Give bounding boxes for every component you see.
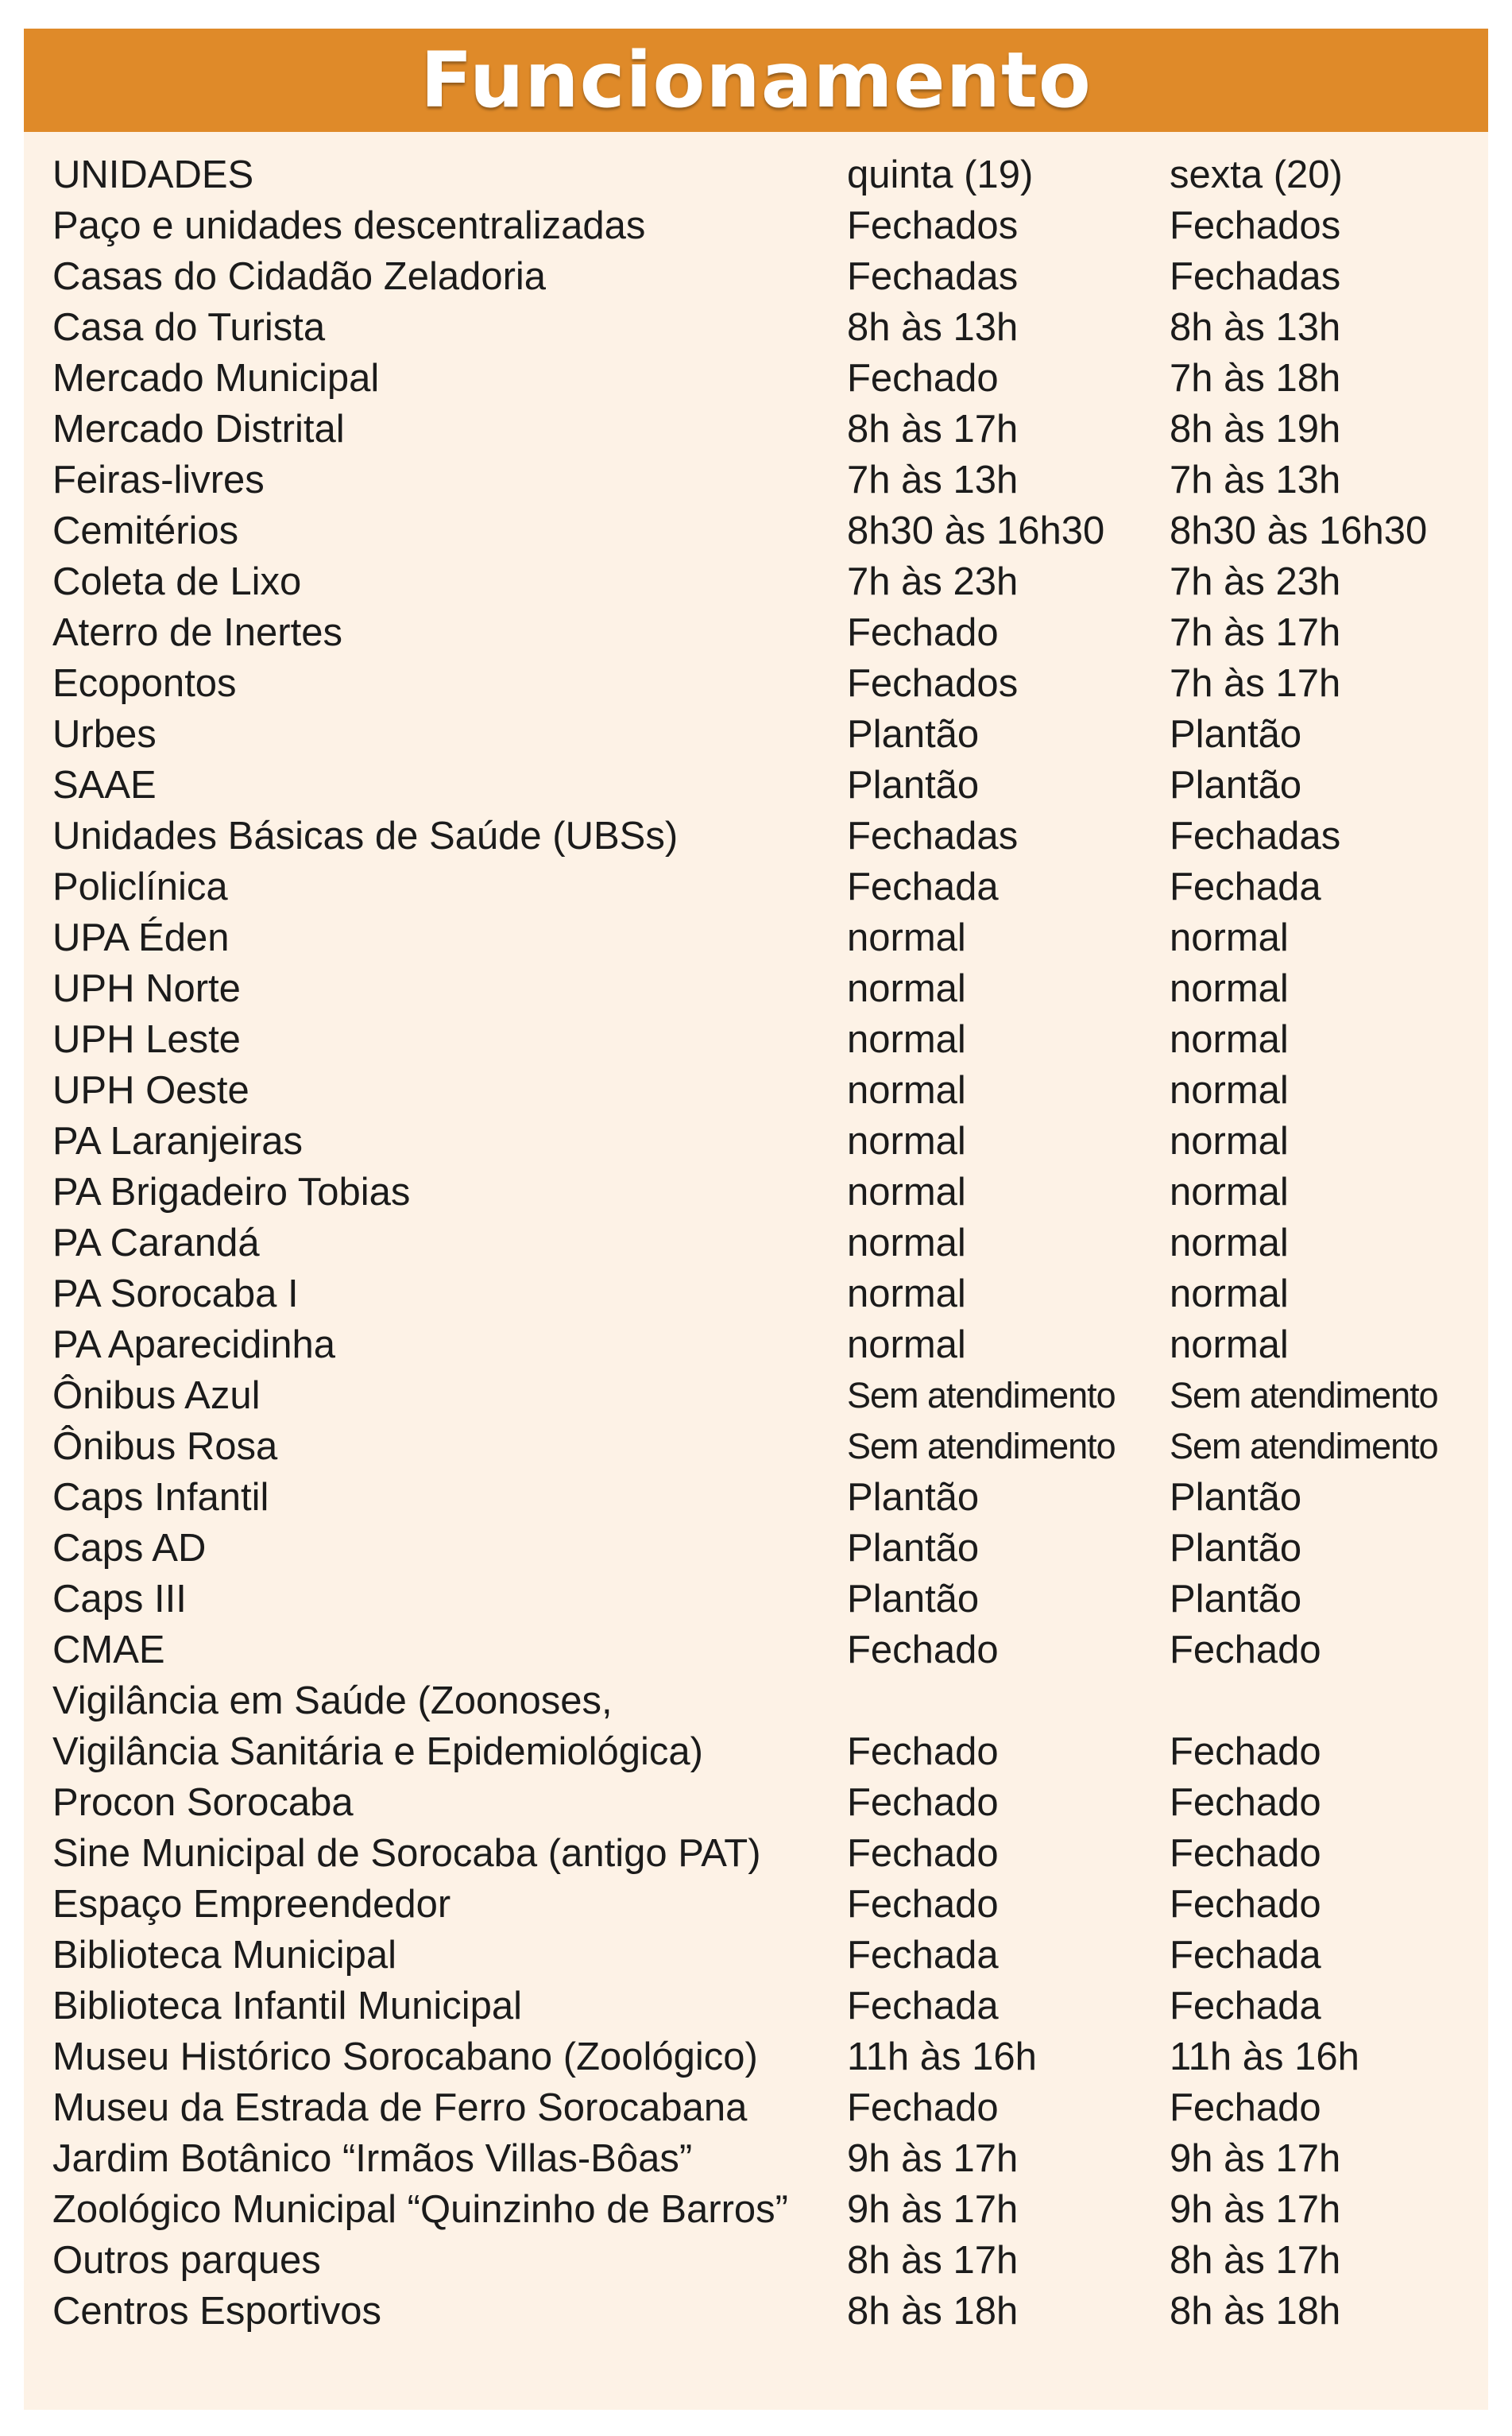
thursday-hours-cell: Plantão: [847, 1476, 980, 1519]
table-row: [52, 2031, 1483, 2082]
table-row: [52, 811, 1483, 862]
table-row: [52, 2133, 1483, 2184]
unit-name-cell: Sine Municipal de Sorocaba (antigo PAT): [52, 1832, 761, 1875]
table-header-row: [52, 149, 1483, 200]
friday-hours-cell: normal: [1170, 1018, 1289, 1061]
friday-hours-cell: Fechada: [1170, 1934, 1321, 1977]
title-banner: [24, 29, 1488, 132]
table-row: [52, 1472, 1483, 1523]
friday-hours-cell: Fechadas: [1170, 815, 1341, 858]
thursday-hours-cell: Plantão: [847, 1578, 980, 1621]
friday-hours-cell: Fechado: [1170, 1883, 1321, 1926]
thursday-hours-cell: normal: [847, 1272, 966, 1315]
table-row: [52, 1319, 1483, 1370]
table-row: [52, 2286, 1483, 2337]
thursday-hours-cell: Fechadas: [847, 255, 1019, 298]
friday-hours-cell: Fechado: [1170, 2086, 1321, 2129]
thursday-hours-cell: normal: [847, 916, 966, 959]
unit-name-cell: Vigilância em Saúde (Zoonoses, Vigilância Sanitária e Epidemiológica): [52, 1679, 703, 1773]
friday-hours-cell: Plantão: [1170, 1527, 1302, 1570]
table-row: [52, 1218, 1483, 1268]
thursday-hours-cell: 8h30 às 16h30: [847, 509, 1105, 552]
table-row: [52, 200, 1483, 251]
thursday-hours-cell: 8h às 13h: [847, 306, 1019, 349]
unit-name-cell: CMAE: [52, 1629, 165, 1671]
friday-hours-cell: 9h às 17h: [1170, 2188, 1341, 2231]
friday-hours-cell: normal: [1170, 967, 1289, 1010]
table-row: [52, 1777, 1483, 1828]
friday-hours-cell: 9h às 17h: [1170, 2137, 1341, 2180]
friday-hours-cell: normal: [1170, 1222, 1289, 1264]
friday-hours-cell: normal: [1170, 1120, 1289, 1163]
unit-name-cell: UPA Éden: [52, 916, 230, 959]
friday-hours-cell: Plantão: [1170, 713, 1302, 756]
schedule-panel: [24, 29, 1488, 2410]
friday-hours-cell: 7h às 18h: [1170, 357, 1341, 400]
table-row: [52, 912, 1483, 963]
unit-name-cell: Espaço Empreendedor: [52, 1883, 451, 1926]
table-row: [52, 1675, 1483, 1777]
thursday-hours-cell: Fechados: [847, 662, 1019, 705]
unit-name-cell: Policlínica: [52, 866, 228, 908]
friday-hours-cell: Plantão: [1170, 1578, 1302, 1621]
friday-hours-cell: Fechada: [1170, 1985, 1321, 2027]
column-header-quinta: quinta (19): [847, 153, 1034, 196]
table-row: [52, 1065, 1483, 1116]
thursday-hours-cell: Fechada: [847, 866, 999, 908]
friday-hours-cell: Fechado: [1170, 1832, 1321, 1875]
friday-hours-cell: Plantão: [1170, 764, 1302, 807]
thursday-hours-cell: Fechado: [847, 1781, 999, 1824]
friday-hours-cell: Fechado: [1170, 1781, 1321, 1824]
friday-hours-cell: 7h às 17h: [1170, 611, 1341, 654]
thursday-hours-cell: 7h às 13h: [847, 459, 1019, 502]
thursday-hours-cell: Fechado: [847, 1730, 999, 1773]
friday-hours-cell: 11h às 16h: [1170, 2035, 1359, 2078]
friday-hours-cell: 7h às 23h: [1170, 560, 1341, 603]
thursday-hours-cell: 11h às 16h: [847, 2035, 1037, 2078]
schedule-table: [52, 149, 1483, 2337]
table-row: [52, 505, 1483, 556]
table-row: [52, 658, 1483, 709]
unit-name-cell: Biblioteca Infantil Municipal: [52, 1985, 523, 2027]
unit-name-cell: PA Brigadeiro Tobias: [52, 1171, 411, 1214]
unit-name-cell: UPH Norte: [52, 967, 241, 1010]
unit-name-cell: Caps Infantil: [52, 1476, 269, 1519]
thursday-hours-cell: 9h às 17h: [847, 2188, 1019, 2231]
thursday-hours-cell: normal: [847, 1171, 966, 1214]
friday-hours-cell: 8h às 19h: [1170, 408, 1341, 451]
thursday-hours-cell: Plantão: [847, 1527, 980, 1570]
friday-hours-cell: normal: [1170, 1171, 1289, 1214]
column-header-sexta: sexta (20): [1170, 153, 1343, 196]
thursday-hours-cell: Fechado: [847, 1832, 999, 1875]
table-row: [52, 709, 1483, 760]
unit-name-cell: Zoológico Municipal “Quinzinho de Barros”: [52, 2188, 788, 2231]
column-header-unidades: UNIDADES: [52, 153, 254, 196]
thursday-hours-cell: normal: [847, 1222, 966, 1264]
unit-name-cell: Museu Histórico Sorocabano (Zoológico): [52, 2035, 758, 2078]
unit-name-cell: Urbes: [52, 713, 157, 756]
friday-hours-cell: normal: [1170, 1323, 1289, 1366]
unit-name-cell: PA Laranjeiras: [52, 1120, 304, 1163]
thursday-hours-cell: Fechados: [847, 204, 1019, 247]
thursday-hours-cell: Fechado: [847, 611, 999, 654]
table-row: [52, 963, 1483, 1014]
unit-name-cell: Procon Sorocaba: [52, 1781, 354, 1824]
friday-hours-cell: Fechadas: [1170, 255, 1341, 298]
table-row: [52, 1268, 1483, 1319]
friday-hours-cell: Fechada: [1170, 866, 1321, 908]
friday-hours-cell: 8h às 13h: [1170, 306, 1341, 349]
unit-name-cell: Unidades Básicas de Saúde (UBSs): [52, 815, 679, 858]
thursday-hours-cell: Fechado: [847, 1883, 999, 1926]
unit-name-cell: Coleta de Lixo: [52, 560, 302, 603]
unit-name-cell: Ônibus Rosa: [52, 1425, 278, 1468]
unit-name-cell: Centros Esportivos: [52, 2290, 381, 2333]
unit-name-cell: UPH Oeste: [52, 1069, 249, 1112]
table-row: [52, 1116, 1483, 1167]
table-row: [52, 1370, 1483, 1421]
table-row: [52, 251, 1483, 302]
unit-name-cell: Cemitérios: [52, 509, 239, 552]
table-row: [52, 1574, 1483, 1625]
table-row: [52, 862, 1483, 912]
unit-name-cell: Mercado Distrital: [52, 408, 345, 451]
friday-hours-cell: 8h30 às 16h30: [1170, 509, 1428, 552]
table-row: [52, 1167, 1483, 1218]
friday-hours-cell: Fechado: [1170, 1730, 1321, 1773]
table-row: [52, 1523, 1483, 1574]
friday-hours-cell: normal: [1170, 1069, 1289, 1112]
unit-name-cell: Outros parques: [52, 2239, 321, 2282]
table-row: [52, 1879, 1483, 1930]
table-row: [52, 1014, 1483, 1065]
friday-hours-cell: Fechados: [1170, 204, 1341, 247]
page-title: Funcionamento: [420, 36, 1092, 125]
table-row: [52, 1930, 1483, 1981]
friday-hours-cell: normal: [1170, 916, 1289, 959]
table-row: [52, 1625, 1483, 1675]
table-row: [52, 760, 1483, 811]
unit-name-cell: Aterro de Inertes: [52, 611, 342, 654]
thursday-hours-cell: Sem atendimento: [847, 1426, 1116, 1466]
friday-hours-cell: Fechado: [1170, 1629, 1321, 1671]
thursday-hours-cell: normal: [847, 1069, 966, 1112]
table-row: [52, 2082, 1483, 2133]
friday-hours-cell: 7h às 17h: [1170, 662, 1341, 705]
unit-name-cell: Paço e unidades descentralizadas: [52, 204, 646, 247]
table-row: [52, 1981, 1483, 2031]
thursday-hours-cell: Plantão: [847, 764, 980, 807]
unit-name-cell: Casa do Turista: [52, 306, 326, 349]
thursday-hours-cell: 8h às 18h: [847, 2290, 1019, 2333]
table-row: [52, 1421, 1483, 1472]
table-row: [52, 2235, 1483, 2286]
table-row: [52, 1828, 1483, 1879]
thursday-hours-cell: 7h às 23h: [847, 560, 1019, 603]
unit-name-cell: Ônibus Azul: [52, 1374, 261, 1417]
unit-name-cell: PA Sorocaba I: [52, 1272, 299, 1315]
unit-name-cell: PA Aparecidinha: [52, 1323, 335, 1366]
thursday-hours-cell: normal: [847, 1120, 966, 1163]
friday-hours-cell: 8h às 18h: [1170, 2290, 1341, 2333]
thursday-hours-cell: 8h às 17h: [847, 2239, 1019, 2282]
unit-name-cell: Caps AD: [52, 1527, 207, 1570]
unit-name-cell: Feiras-livres: [52, 459, 265, 502]
unit-name-cell: Caps III: [52, 1578, 187, 1621]
thursday-hours-cell: 8h às 17h: [847, 408, 1019, 451]
unit-name-cell: Museu da Estrada de Ferro Sorocabana: [52, 2086, 748, 2129]
thursday-hours-cell: normal: [847, 1323, 966, 1366]
friday-hours-cell: 8h às 17h: [1170, 2239, 1341, 2282]
table-row: [52, 607, 1483, 658]
table-row: [52, 455, 1483, 505]
thursday-hours-cell: Fechado: [847, 2086, 999, 2129]
thursday-hours-cell: Fechado: [847, 1629, 999, 1671]
unit-name-cell: Mercado Municipal: [52, 357, 380, 400]
thursday-hours-cell: Sem atendimento: [847, 1375, 1116, 1416]
table-row: [52, 302, 1483, 353]
unit-name-cell: Jardim Botânico “Irmãos Villas-Bôas”: [52, 2137, 693, 2180]
thursday-hours-cell: Fechado: [847, 357, 999, 400]
friday-hours-cell: Plantão: [1170, 1476, 1302, 1519]
table-row: [52, 2184, 1483, 2235]
unit-name-cell: Casas do Cidadão Zeladoria: [52, 255, 547, 298]
unit-name-cell: Biblioteca Municipal: [52, 1934, 397, 1977]
thursday-hours-cell: Fechada: [847, 1985, 999, 2027]
thursday-hours-cell: Fechada: [847, 1934, 999, 1977]
table-row: [52, 556, 1483, 607]
thursday-hours-cell: normal: [847, 1018, 966, 1061]
unit-name-cell: UPH Leste: [52, 1018, 241, 1061]
friday-hours-cell: 7h às 13h: [1170, 459, 1341, 502]
table-row: [52, 404, 1483, 455]
thursday-hours-cell: 9h às 17h: [847, 2137, 1019, 2180]
table-row: [52, 353, 1483, 404]
thursday-hours-cell: Plantão: [847, 713, 980, 756]
friday-hours-cell: normal: [1170, 1272, 1289, 1315]
thursday-hours-cell: normal: [847, 967, 966, 1010]
unit-name-cell: Ecopontos: [52, 662, 237, 705]
unit-name-cell: SAAE: [52, 764, 157, 807]
unit-name-cell: PA Carandá: [52, 1222, 260, 1264]
friday-hours-cell: Sem atendimento: [1170, 1426, 1438, 1466]
friday-hours-cell: Sem atendimento: [1170, 1375, 1438, 1416]
thursday-hours-cell: Fechadas: [847, 815, 1019, 858]
